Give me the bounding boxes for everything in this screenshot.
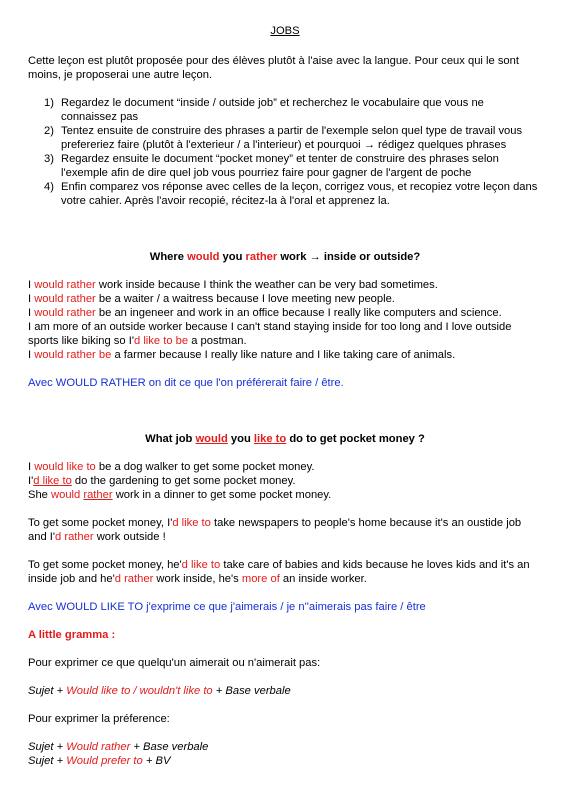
grammar-formula: Sujet + Would like to / wouldn't like to + Base verbale — [28, 685, 291, 697]
list-text: Regardez le document “inside / outside job” et recherchez le vocabulaire que vous ne connaissez pas — [61, 97, 484, 123]
heading-highlight: rather — [245, 251, 278, 263]
heading-text: Where — [149, 251, 188, 263]
grammar-formula: Sujet + Would rather + Base verbale — [28, 741, 209, 753]
example-sentence: I would rather work inside because I think the weather can be very bad sometimes. — [28, 279, 438, 291]
heading-text: work → inside or outside? — [277, 251, 421, 263]
heading-highlight: would — [195, 433, 228, 445]
example-paragraph: To get some pocket money, I'd like to take newspapers to people's home because it's an oustide job and I'd rather work outside ! — [28, 517, 522, 543]
list-number: 2) — [44, 125, 54, 137]
grammar-title: A little gramma : — [28, 629, 116, 641]
rather-examples — [28, 278, 542, 362]
page-title: JOBS — [270, 25, 300, 37]
example-sentence: I would rather be a waiter / a waitress because I love meeting new people. — [28, 293, 395, 305]
heading-text: What job — [145, 433, 196, 445]
list-number: 4) — [44, 181, 54, 193]
instructions-list — [28, 96, 542, 208]
list-item — [28, 152, 542, 180]
section-heading-rather — [28, 250, 542, 264]
list-item — [28, 124, 542, 152]
example-sentence: I would like to be a dog walker to get some pocket money. — [28, 461, 315, 473]
example-sentence: I am more of an outside worker because I can't stand staying inside for too long and I love outside sports like biking so I'd like to be a postman. — [28, 321, 512, 347]
grammar-intro: Pour exprimer la préference: — [28, 713, 170, 725]
heading-text: you — [227, 433, 254, 445]
heading-highlight: would — [187, 251, 220, 263]
example-sentence: She would rather work in a dinner to get some pocket money. — [28, 489, 332, 501]
list-text: Tentez ensuite de construire des phrases a partir de l'exemple selon quel type de travail vous prefereriez faire (plutôt à l'exterieur / a l'interieur) et pourquoi → rédigez quelques phrases — [61, 125, 523, 151]
like-to-examples — [28, 460, 542, 502]
list-number: 1) — [44, 97, 54, 109]
rule-note-rather: Avec WOULD RATHER on dit ce que l'on préférerait faire / être. — [28, 377, 344, 389]
example-sentence: I would rather be a farmer because I really like nature and I like taking care of animals. — [28, 349, 456, 361]
heading-highlight: like to — [253, 433, 287, 445]
list-item — [28, 180, 542, 208]
intro-paragraph: Cette leçon est plutôt proposée pour des élèves plutôt à l'aise avec la langue. Pour ceux qui le sont moins, je proposerai une autre leçon. — [28, 55, 519, 81]
example-sentence: I would rather be an ingeneer and work in an office because I really like computers and science. — [28, 307, 502, 319]
example-sentence: I'd like to do the gardening to get some pocket money. — [28, 475, 296, 487]
list-number: 3) — [44, 153, 54, 165]
grammar-intro: Pour exprimer ce que quelqu'un aimerait ou n'aimerait pas: — [28, 657, 321, 669]
example-paragraph: To get some pocket money, he'd like to take care of babies and kids because he loves kids and it's an inside job and he'd rather work inside, he's more of an inside worker. — [28, 559, 530, 585]
section-heading-like-to — [28, 432, 542, 446]
list-item — [28, 96, 542, 124]
heading-text: you — [219, 251, 246, 263]
document-page — [28, 24, 542, 768]
list-text: Enfin comparez vos réponse avec celles de la leçon, corrigez vous, et recopiez votre leçon dans votre cahier. Après l'avoir recopié, récitez-la à l'oral et apprenez la. — [61, 181, 538, 207]
rule-note-like-to: Avec WOULD LIKE TO j'exprime ce que j'aimerais / je n''aimerais pas faire / être — [28, 601, 426, 613]
grammar-formula: Sujet + Would prefer to + BV — [28, 755, 171, 767]
list-text: Regardez ensuite le document “pocket money” et tenter de construire des phrases selon l'exemple afin de dire quel job vous pourriez faire pour gagner de l'argent de poche — [61, 153, 499, 179]
heading-text: do to get pocket money ? — [286, 433, 425, 445]
